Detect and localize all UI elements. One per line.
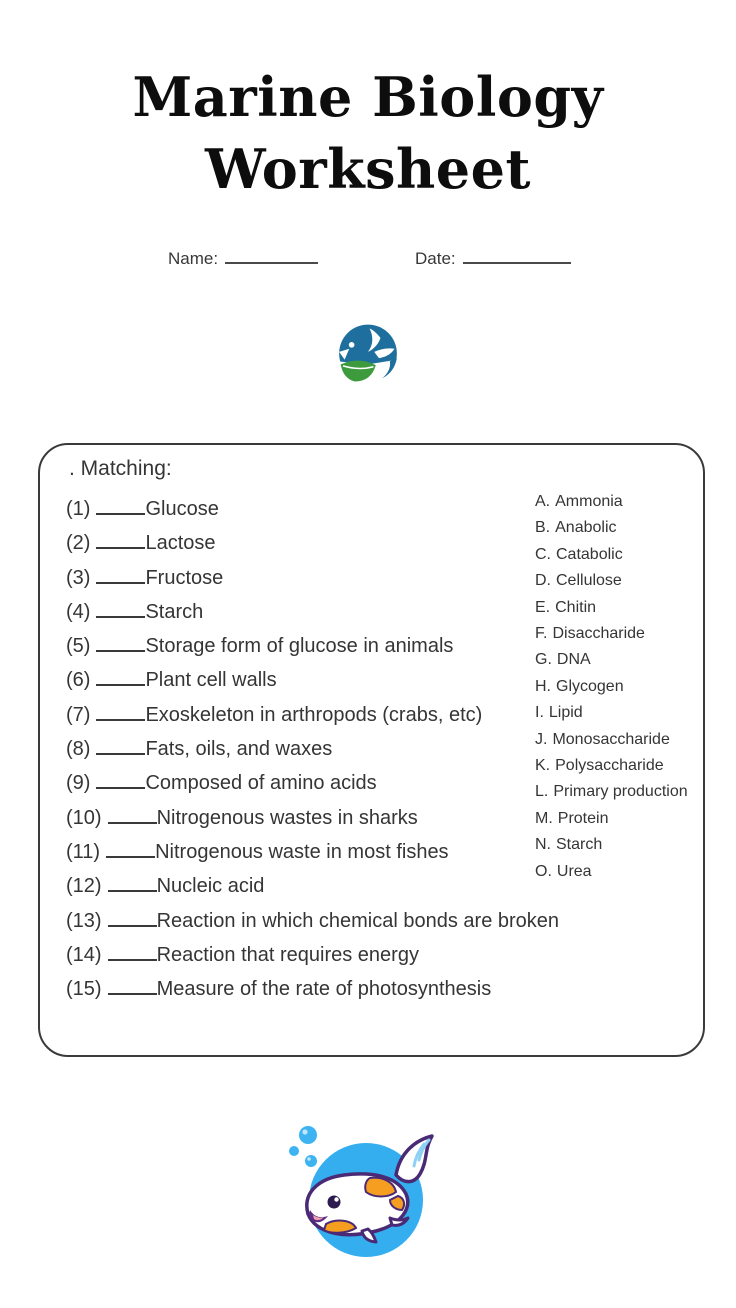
option-letter: O. [535,862,552,880]
matching-box [38,443,705,1057]
option-text: Primary production [553,783,688,801]
option-letter: D. [535,572,551,590]
page-title-line2: Worksheet [205,136,531,201]
answer-option [535,779,688,805]
item-number: (1) [66,498,91,520]
matching-item [66,972,559,1006]
answer-blank-line[interactable] [96,736,145,755]
option-letter: E. [535,598,551,616]
option-text: Protein [557,809,609,827]
answer-bank-list [535,489,688,885]
answer-blank-line[interactable] [108,942,157,961]
matching-item [66,938,559,972]
option-text: Catabolic [556,545,623,563]
koi-fish-logo [278,1118,442,1268]
matching-heading: . Matching: [69,457,172,480]
answer-option [535,621,688,647]
option-letter: B. [535,519,551,537]
matching-item [66,801,559,835]
matching-item [66,766,559,800]
item-number: (6) [66,669,91,692]
item-text: Storage form of glucose in animals [145,635,454,658]
item-number: (8) [66,738,91,761]
item-number: (9) [66,772,91,795]
option-letter: A. [535,493,551,510]
option-text: Urea [556,862,592,880]
answer-option [535,515,688,541]
item-number: (10) [66,806,102,829]
option-letter: K. [535,757,551,775]
answer-blank-line[interactable] [108,976,157,995]
name-label: Name: [168,249,219,268]
option-letter: H. [535,677,551,695]
item-text: Glucose [145,498,219,520]
item-number: (12) [66,875,102,898]
page-title-line1: Marine Biology [132,65,604,129]
item-text: Fats, oils, and waxes [145,738,333,761]
item-text: Nitrogenous waste in most fishes [155,840,449,863]
option-text: Starch [556,836,603,854]
answer-blank-line[interactable] [96,667,145,686]
option-text: Polysaccharide [555,757,664,775]
date-blank-line[interactable] [463,247,571,264]
item-text: Starch [145,600,204,623]
matching-item [66,732,559,766]
option-text: Lipid [548,704,583,722]
answer-blank-line[interactable] [96,496,145,515]
option-text: Monosaccharide [552,730,670,748]
matching-item [66,835,559,869]
item-number: (15) [66,978,102,1001]
answer-option [535,832,688,858]
option-letter: G. [535,651,552,669]
item-text: Measure of the rate of photosynthesis [156,978,492,1001]
answer-blank-line[interactable] [96,599,145,618]
answer-option [535,595,688,621]
matching-item [66,663,559,697]
option-text: Ammonia [555,493,623,510]
item-number: (11) [66,840,101,863]
answer-option [535,806,688,832]
answer-option [535,647,688,673]
item-text: Exoskeleton in arthropods (crabs, etc) [145,703,483,726]
matching-item [66,904,559,938]
option-letter: J. [535,730,548,748]
answer-option [535,674,688,700]
option-letter: I. [535,704,544,722]
item-text: Nitrogenous wastes in sharks [156,806,418,829]
answer-blank-line[interactable] [96,565,145,584]
matching-item [66,526,559,560]
answer-option [535,542,688,568]
name-field [168,247,318,269]
matching-item [66,595,559,629]
item-text: Nucleic acid [156,875,265,898]
answer-blank-line[interactable] [96,770,145,789]
item-number: (3) [66,566,91,589]
answer-option [535,568,688,594]
page-title [0,62,736,206]
answer-option [535,859,688,885]
item-number: (7) [66,703,91,726]
item-number: (5) [66,635,91,658]
answer-blank-line[interactable] [96,530,145,549]
answer-blank-line[interactable] [106,839,155,858]
item-text: Fructose [145,566,224,589]
answer-blank-line[interactable] [108,908,157,927]
matching-items-list [66,492,559,1006]
item-text: Composed of amino acids [145,772,377,795]
matching-item [66,629,559,663]
option-text: Anabolic [555,519,617,537]
answer-option [535,489,688,515]
option-letter: L. [535,783,549,801]
date-label: Date: [415,249,456,268]
option-letter: C. [535,545,551,563]
option-letter: F. [535,625,548,643]
option-letter: M. [535,809,553,827]
item-number: (4) [66,600,91,623]
fish-leaf-logo [328,316,408,394]
header-fields [0,247,736,273]
answer-option [535,700,688,726]
answer-option [535,727,688,753]
item-text: Lactose [145,532,216,555]
option-letter: N. [535,836,551,854]
item-number: (14) [66,943,102,966]
option-text: Disaccharide [552,625,645,643]
answer-blank-line[interactable] [108,805,157,824]
matching-item [66,698,559,732]
option-text: Glycogen [556,677,624,695]
answer-blank-line[interactable] [108,873,157,892]
item-number: (13) [66,909,102,932]
matching-item [66,561,559,595]
option-text: DNA [556,651,591,669]
answer-option [535,753,688,779]
item-text: Reaction that requires energy [156,943,419,966]
item-number: (2) [66,532,91,555]
answer-blank-line[interactable] [96,702,145,721]
option-text: Cellulose [556,572,622,590]
matching-item [66,869,559,903]
matching-item [66,492,559,526]
answer-blank-line[interactable] [96,633,145,652]
item-text: Reaction in which chemical bonds are broken [156,909,560,932]
date-field [415,247,571,269]
item-text: Plant cell walls [145,669,277,692]
name-blank-line[interactable] [225,247,318,264]
option-text: Chitin [555,598,597,616]
